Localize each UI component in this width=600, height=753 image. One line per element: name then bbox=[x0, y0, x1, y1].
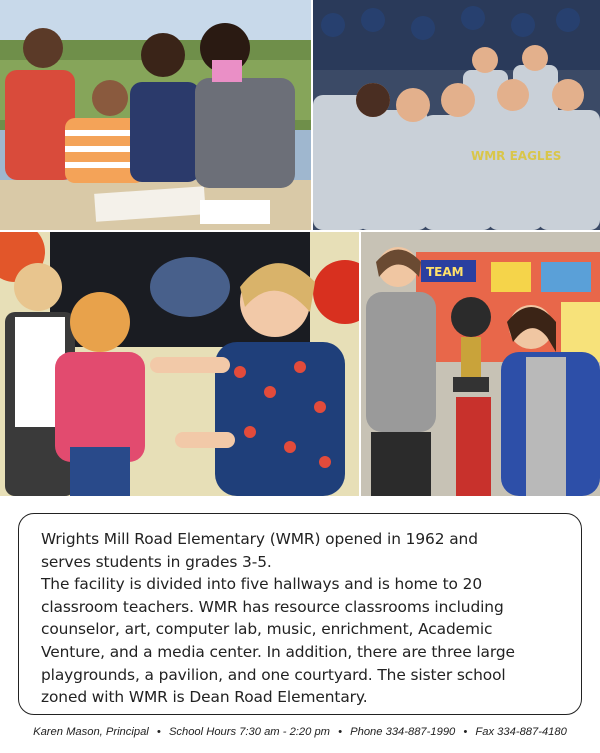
footer-separator: • bbox=[338, 726, 343, 738]
description-line: classroom teachers. WMR has resource classrooms including bbox=[41, 597, 504, 616]
photo-teacher-with-puppet bbox=[0, 232, 359, 496]
description-line: serves students in grades 3-5. bbox=[41, 552, 272, 571]
photo-staff-group bbox=[313, 0, 600, 230]
description-line: Wrights Mill Road Elementary (WMR) opened in 1962 and bbox=[41, 530, 478, 548]
phone-number: Phone 334-887-1990 bbox=[350, 726, 456, 738]
footer-separator: • bbox=[156, 726, 161, 738]
description-line: zoned with WMR is Dean Road Elementary. bbox=[41, 688, 368, 707]
description-line: The facility is divided into five hallways and is home to 20 bbox=[41, 575, 483, 594]
school-hours: School Hours 7:30 am - 2:20 pm bbox=[168, 726, 330, 738]
photo-students-at-table bbox=[0, 0, 311, 230]
footer-separator: • bbox=[463, 726, 468, 738]
board-text: TEAM bbox=[426, 265, 464, 279]
school-description-box bbox=[18, 513, 582, 715]
contact-footer bbox=[0, 726, 600, 738]
shirt-text: WMR EAGLES bbox=[471, 149, 562, 163]
school-description bbox=[41, 528, 559, 709]
description-line: playgrounds, a pavilion, and one courtyard. The sister school bbox=[41, 665, 506, 684]
description-line: Venture, and a media center. In addition, there are three large bbox=[41, 642, 515, 661]
photo-award-presentation bbox=[361, 232, 600, 496]
fax-number: Fax 334-887-4180 bbox=[475, 726, 567, 738]
principal-name: Karen Mason, Principal bbox=[33, 726, 149, 738]
description-line: counselor, art, computer lab, music, enrichment, Academic bbox=[41, 620, 493, 639]
